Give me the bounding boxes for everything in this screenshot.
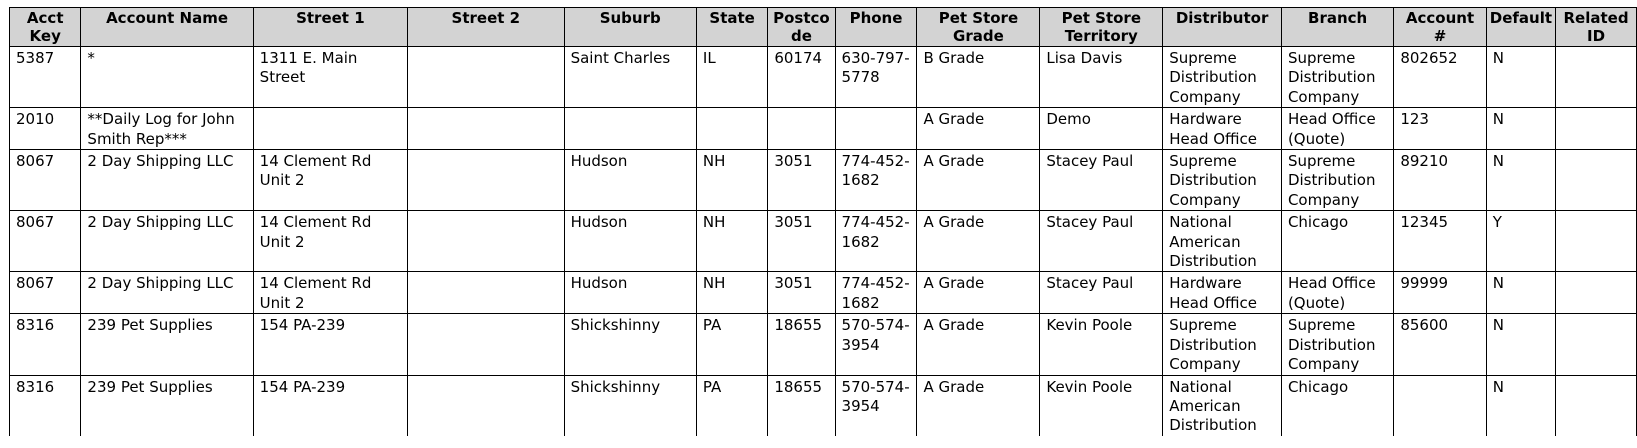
pet-store-territory-cell: Demo (1040, 108, 1163, 150)
related-id-cell (1556, 272, 1637, 314)
table-row[interactable] (10, 47, 1637, 108)
account-name-cell: **Daily Log for John Smith Rep*** (81, 108, 253, 150)
account-number-cell: 89210 (1394, 150, 1486, 211)
account-number-cell: 85600 (1394, 314, 1486, 375)
phone-cell: 630-797-5778 (835, 47, 917, 108)
pet-store-territory-cell: Kevin Poole (1040, 375, 1163, 436)
account-number-cell: 802652 (1394, 47, 1486, 108)
suburb-cell: Shickshinny (564, 375, 696, 436)
street-1-cell: 154 PA-239 (253, 375, 407, 436)
column-header-postcode[interactable]: Postcode (768, 8, 835, 47)
column-header-pet-store-grade[interactable]: Pet Store Grade (917, 8, 1040, 47)
pet-store-territory-cell: Stacey Paul (1040, 211, 1163, 272)
column-header-distributor[interactable]: Distributor (1163, 8, 1282, 47)
account-name-cell: 2 Day Shipping LLC (81, 150, 253, 211)
related-id-cell (1556, 375, 1637, 436)
account-name-cell: 2 Day Shipping LLC (81, 272, 253, 314)
pet-store-grade-cell: A Grade (917, 314, 1040, 375)
branch-cell: Chicago (1281, 375, 1393, 436)
related-id-cell (1556, 314, 1637, 375)
related-id-cell (1556, 150, 1637, 211)
default-cell: N (1486, 375, 1555, 436)
account-number-cell: 99999 (1394, 272, 1486, 314)
suburb-cell: Hudson (564, 150, 696, 211)
column-header-state[interactable]: State (696, 8, 767, 47)
street-1-cell: 14 Clement Rd Unit 2 (253, 211, 407, 272)
account-name-cell: 239 Pet Supplies (81, 314, 253, 375)
pet-store-territory-cell: Stacey Paul (1040, 272, 1163, 314)
acct-key-cell: 8067 (10, 272, 81, 314)
postcode-cell: 3051 (768, 211, 835, 272)
state-cell: IL (696, 47, 767, 108)
distributor-cell: Supreme Distribution Company (1163, 314, 1282, 375)
account-number-cell (1394, 375, 1486, 436)
postcode-cell: 60174 (768, 47, 835, 108)
related-id-cell (1556, 108, 1637, 150)
street-2-cell (408, 150, 565, 211)
distributor-cell: Hardware Head Office (1163, 272, 1282, 314)
table-row[interactable] (10, 272, 1637, 314)
street-1-cell: 14 Clement Rd Unit 2 (253, 150, 407, 211)
state-cell (696, 108, 767, 150)
suburb-cell: Saint Charles (564, 47, 696, 108)
street-1-cell: 14 Clement Rd Unit 2 (253, 272, 407, 314)
report-container (9, 7, 1637, 436)
phone-cell: 570-574-3954 (835, 375, 917, 436)
suburb-cell: Hudson (564, 272, 696, 314)
column-header-suburb[interactable]: Suburb (564, 8, 696, 47)
account-name-cell: 239 Pet Supplies (81, 375, 253, 436)
distributor-cell: Hardware Head Office (1163, 108, 1282, 150)
state-cell: PA (696, 375, 767, 436)
pet-store-grade-cell: A Grade (917, 150, 1040, 211)
acct-key-cell: 8067 (10, 150, 81, 211)
postcode-cell (768, 108, 835, 150)
related-id-cell (1556, 47, 1637, 108)
distributor-cell: Supreme Distribution Company (1163, 150, 1282, 211)
branch-cell: Supreme Distribution Company (1281, 47, 1393, 108)
table-row[interactable] (10, 211, 1637, 272)
phone-cell: 570-574-3954 (835, 314, 917, 375)
column-header-account-name[interactable]: Account Name (81, 8, 253, 47)
pet-store-grade-cell: A Grade (917, 108, 1040, 150)
account-number-cell: 123 (1394, 108, 1486, 150)
default-cell: N (1486, 108, 1555, 150)
pet-store-grade-cell: B Grade (917, 47, 1040, 108)
acct-key-cell: 8316 (10, 375, 81, 436)
street-2-cell (408, 375, 565, 436)
phone-cell: 774-452-1682 (835, 150, 917, 211)
column-header-street-2[interactable]: Street 2 (408, 8, 565, 47)
account-number-cell: 12345 (1394, 211, 1486, 272)
branch-cell: Head Office (Quote) (1281, 272, 1393, 314)
distributor-cell: National American Distribution (1163, 375, 1282, 436)
acct-key-cell: 5387 (10, 47, 81, 108)
table-row[interactable] (10, 375, 1637, 436)
pet-store-territory-cell: Lisa Davis (1040, 47, 1163, 108)
accounts-table (9, 7, 1637, 436)
column-header-phone[interactable]: Phone (835, 8, 917, 47)
column-header-street-1[interactable]: Street 1 (253, 8, 407, 47)
default-cell: N (1486, 47, 1555, 108)
distributor-cell: Supreme Distribution Company (1163, 47, 1282, 108)
acct-key-cell: 2010 (10, 108, 81, 150)
phone-cell (835, 108, 917, 150)
column-header-related-id[interactable]: Related ID (1556, 8, 1637, 47)
postcode-cell: 18655 (768, 375, 835, 436)
suburb-cell: Shickshinny (564, 314, 696, 375)
street-1-cell (253, 108, 407, 150)
table-row[interactable] (10, 108, 1637, 150)
table-body (10, 47, 1637, 436)
default-cell: Y (1486, 211, 1555, 272)
column-header-acct-key[interactable]: Acct Key (10, 8, 81, 47)
street-1-cell: 1311 E. Main Street (253, 47, 407, 108)
default-cell: N (1486, 272, 1555, 314)
pet-store-grade-cell: A Grade (917, 375, 1040, 436)
column-header-account-number[interactable]: Account # (1394, 8, 1486, 47)
column-header-branch[interactable]: Branch (1281, 8, 1393, 47)
postcode-cell: 3051 (768, 272, 835, 314)
state-cell: NH (696, 150, 767, 211)
street-2-cell (408, 314, 565, 375)
table-row[interactable] (10, 314, 1637, 375)
suburb-cell (564, 108, 696, 150)
phone-cell: 774-452-1682 (835, 211, 917, 272)
street-2-cell (408, 272, 565, 314)
branch-cell: Head Office (Quote) (1281, 108, 1393, 150)
state-cell: NH (696, 211, 767, 272)
pet-store-territory-cell: Kevin Poole (1040, 314, 1163, 375)
acct-key-cell: 8316 (10, 314, 81, 375)
pet-store-territory-cell: Stacey Paul (1040, 150, 1163, 211)
table-row[interactable] (10, 150, 1637, 211)
postcode-cell: 18655 (768, 314, 835, 375)
default-cell: N (1486, 314, 1555, 375)
phone-cell: 774-452-1682 (835, 272, 917, 314)
suburb-cell: Hudson (564, 211, 696, 272)
postcode-cell: 3051 (768, 150, 835, 211)
state-cell: PA (696, 314, 767, 375)
street-2-cell (408, 211, 565, 272)
account-name-cell: * (81, 47, 253, 108)
related-id-cell (1556, 211, 1637, 272)
pet-store-grade-cell: A Grade (917, 272, 1040, 314)
street-1-cell: 154 PA-239 (253, 314, 407, 375)
column-header-default[interactable]: Default (1486, 8, 1555, 47)
acct-key-cell: 8067 (10, 211, 81, 272)
branch-cell: Supreme Distribution Company (1281, 150, 1393, 211)
distributor-cell: National American Distribution (1163, 211, 1282, 272)
account-name-cell: 2 Day Shipping LLC (81, 211, 253, 272)
street-2-cell (408, 47, 565, 108)
branch-cell: Supreme Distribution Company (1281, 314, 1393, 375)
header-row (10, 8, 1637, 47)
pet-store-grade-cell: A Grade (917, 211, 1040, 272)
state-cell: NH (696, 272, 767, 314)
street-2-cell (408, 108, 565, 150)
default-cell: N (1486, 150, 1555, 211)
branch-cell: Chicago (1281, 211, 1393, 272)
table-header (10, 8, 1637, 47)
column-header-pet-store-territory[interactable]: Pet Store Territory (1040, 8, 1163, 47)
